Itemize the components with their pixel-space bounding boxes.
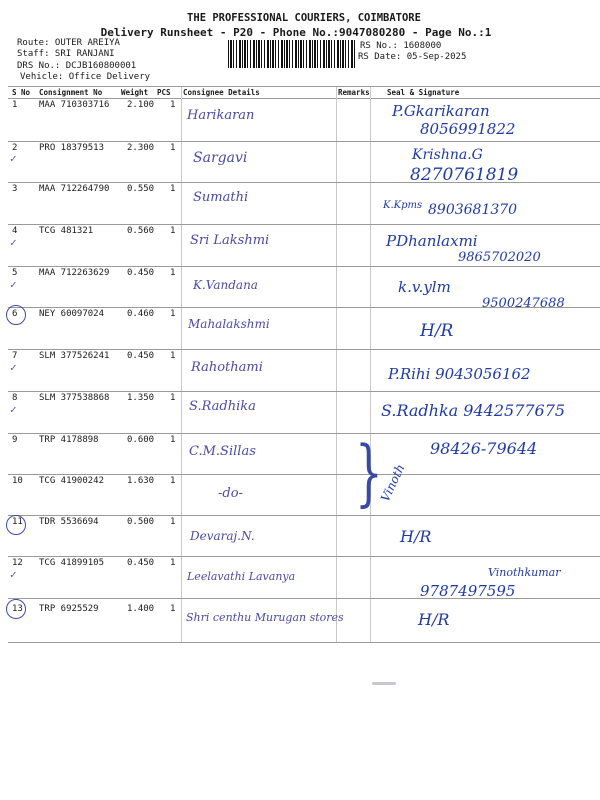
row-consignee: Leelavathi Lavanya <box>187 570 296 583</box>
check-mark-icon: ✓ <box>10 278 17 291</box>
row-weight: 0.560 <box>127 226 155 236</box>
rs-no-label: RS No.: 1608000 <box>360 41 442 51</box>
row-signature: H/R <box>400 527 432 546</box>
row-sno: 3 <box>12 184 18 194</box>
row-pcs: 1 <box>170 435 176 445</box>
row-sno: 4 <box>12 226 18 236</box>
row-signature: S.Radhka 9442577675 <box>381 401 566 420</box>
row-pcs: 1 <box>170 517 176 527</box>
row-divider <box>8 556 600 557</box>
row-weight: 1.630 <box>127 476 155 486</box>
row-weight: 1.350 <box>127 393 155 403</box>
ink-smudge <box>372 682 396 685</box>
row-weight: 0.450 <box>127 351 155 361</box>
row-sno: 12 <box>12 558 23 568</box>
row-sno: 2 <box>12 143 18 153</box>
row-consignee: S.Radhika <box>189 399 256 414</box>
row-divider <box>8 182 600 183</box>
row-consignment: TDR 5536694 <box>39 517 99 527</box>
row-consignment: MAA 712264790 <box>39 184 110 194</box>
row-sno: 13 <box>12 604 23 614</box>
row-divider <box>8 433 600 434</box>
row-weight: 1.400 <box>127 604 155 614</box>
row-weight: 0.600 <box>127 435 155 445</box>
row-weight: 2.300 <box>127 143 155 153</box>
row-divider <box>8 349 600 350</box>
runsheet-title: Delivery Runsheet - P20 - Phone No.:9047080280 - Page No.:1 <box>100 26 492 39</box>
row-consignment: MAA 712263629 <box>39 268 110 278</box>
staff-label: Staff: SRI RANJANI <box>17 49 115 59</box>
row-signature: Vinoth <box>378 461 408 504</box>
col-remarks: Remarks <box>338 88 370 97</box>
row-consignee: Sri Lakshmi <box>190 233 270 248</box>
row-pcs: 1 <box>170 476 176 486</box>
column-divider-seal <box>370 87 371 642</box>
row-consignee: Devaraj.N. <box>190 529 255 543</box>
row-consignment: PRO 18379513 <box>39 143 105 153</box>
row-weight: 0.550 <box>127 184 155 194</box>
row-sno: 9 <box>12 435 18 445</box>
row-consignment: SLM 377526241 <box>39 351 110 361</box>
row-consignee: Mahalakshmi <box>188 317 270 331</box>
row-signature-phone: 9787497595 <box>420 582 516 600</box>
row-signature: H/R <box>418 610 450 629</box>
row-signature: Vinothkumar <box>488 566 561 579</box>
row-divider <box>8 391 600 392</box>
row-pcs: 1 <box>170 604 176 614</box>
row-pcs: 1 <box>170 309 176 319</box>
row-signature: 98426-79644 <box>430 439 538 458</box>
row-consignee: K.Vandana <box>193 278 258 292</box>
row-sno: 10 <box>12 476 23 486</box>
row-signature: Krishna.G <box>412 147 483 163</box>
row-consignment: MAA 710303716 <box>39 100 110 110</box>
check-mark-icon: ✓ <box>10 236 17 249</box>
row-sno: 7 <box>12 351 18 361</box>
row-divider <box>8 598 600 599</box>
row-signature-phone: 8270761819 <box>410 165 519 185</box>
row-consignee: -do- <box>218 486 243 501</box>
row-consignee: C.M.Sillas <box>189 444 256 459</box>
row-consignee: Rahothami <box>191 360 263 375</box>
row-signature: P.Rihi 9043056162 <box>388 365 531 383</box>
column-divider-remarks <box>336 87 337 642</box>
row-weight: 0.450 <box>127 268 155 278</box>
check-mark-icon: ✓ <box>10 403 17 416</box>
row-signature-phone: 9865702020 <box>458 250 541 265</box>
col-consignment: Consignment No <box>39 88 103 97</box>
check-mark-icon: ✓ <box>10 568 17 581</box>
row-signature: k.v.ylm <box>398 278 451 296</box>
row-consignment: NEY 60097024 <box>39 309 105 319</box>
row-sno: 1 <box>12 100 18 110</box>
row-sno: 5 <box>12 268 18 278</box>
row-consignment: TRP 4178898 <box>39 435 99 445</box>
vehicle-label: Vehicle: Office Delivery <box>20 72 151 82</box>
col-sno: S No <box>12 88 31 97</box>
row-divider <box>8 307 600 308</box>
row-pcs: 1 <box>170 100 176 110</box>
circle-mark <box>6 599 26 619</box>
row-weight: 0.460 <box>127 309 155 319</box>
row-signature-phone: 8056991822 <box>420 120 516 138</box>
row-sno: 8 <box>12 393 18 403</box>
col-weight: Weight <box>121 88 149 97</box>
row-weight: 2.100 <box>127 100 155 110</box>
row-pcs: 1 <box>170 268 176 278</box>
row-consignee: Harikaran <box>187 108 255 123</box>
check-mark-icon: ✓ <box>10 152 17 165</box>
row-pcs: 1 <box>170 351 176 361</box>
brace-mark: } <box>355 430 383 514</box>
table-header <box>8 86 600 98</box>
col-pcs: PCS <box>157 88 171 97</box>
row-signature: H/R <box>420 321 454 341</box>
circle-mark <box>6 515 26 535</box>
row-consignee: Shri centhu Murugan stores <box>186 611 344 624</box>
table-header-rule <box>8 98 600 99</box>
circle-mark <box>6 305 26 325</box>
row-divider <box>8 224 600 225</box>
row-pcs: 1 <box>170 393 176 403</box>
row-signature: P.Gkarikaran <box>392 102 490 120</box>
row-pcs: 1 <box>170 558 176 568</box>
rs-date-label: RS Date: 05-Sep-2025 <box>358 52 467 62</box>
row-consignee: Sargavi <box>193 150 248 166</box>
row-consignment: SLM 377538868 <box>39 393 110 403</box>
row-consignment: TCG 41900242 <box>39 476 105 486</box>
row-signature: K.Kpms <box>383 200 423 211</box>
row-sno: 11 <box>12 517 23 527</box>
route-label: Route: OUTER AREIYA <box>17 38 120 48</box>
row-weight: 0.450 <box>127 558 155 568</box>
column-divider-consignee <box>181 87 182 642</box>
row-divider <box>8 266 600 267</box>
table-bottom-rule <box>8 642 600 643</box>
row-divider <box>8 474 600 475</box>
row-signature-phone: 8903681370 <box>428 202 518 218</box>
row-signature: PDhanlaxmi <box>386 232 478 250</box>
row-pcs: 1 <box>170 184 176 194</box>
col-consignee: Consignee Details <box>183 88 260 97</box>
row-weight: 0.500 <box>127 517 155 527</box>
row-consignment: TCG 41899105 <box>39 558 105 568</box>
barcode-image <box>228 40 356 68</box>
drs-label: DRS No.: DCJB160800001 <box>17 61 137 71</box>
row-consignee: Sumathi <box>193 190 249 205</box>
company-title: THE PROFESSIONAL COURIERS, COIMBATORE <box>187 12 421 24</box>
row-pcs: 1 <box>170 143 176 153</box>
row-divider <box>8 141 600 142</box>
row-sno: 6 <box>12 309 18 319</box>
row-divider <box>8 515 600 516</box>
check-mark-icon: ✓ <box>10 361 17 374</box>
row-pcs: 1 <box>170 226 176 236</box>
row-signature-phone: 9500247688 <box>482 296 565 311</box>
row-consignment: TRP 6925529 <box>39 604 99 614</box>
row-consignment: TCG 481321 <box>39 226 94 236</box>
col-seal: Seal & Signature <box>387 88 460 97</box>
